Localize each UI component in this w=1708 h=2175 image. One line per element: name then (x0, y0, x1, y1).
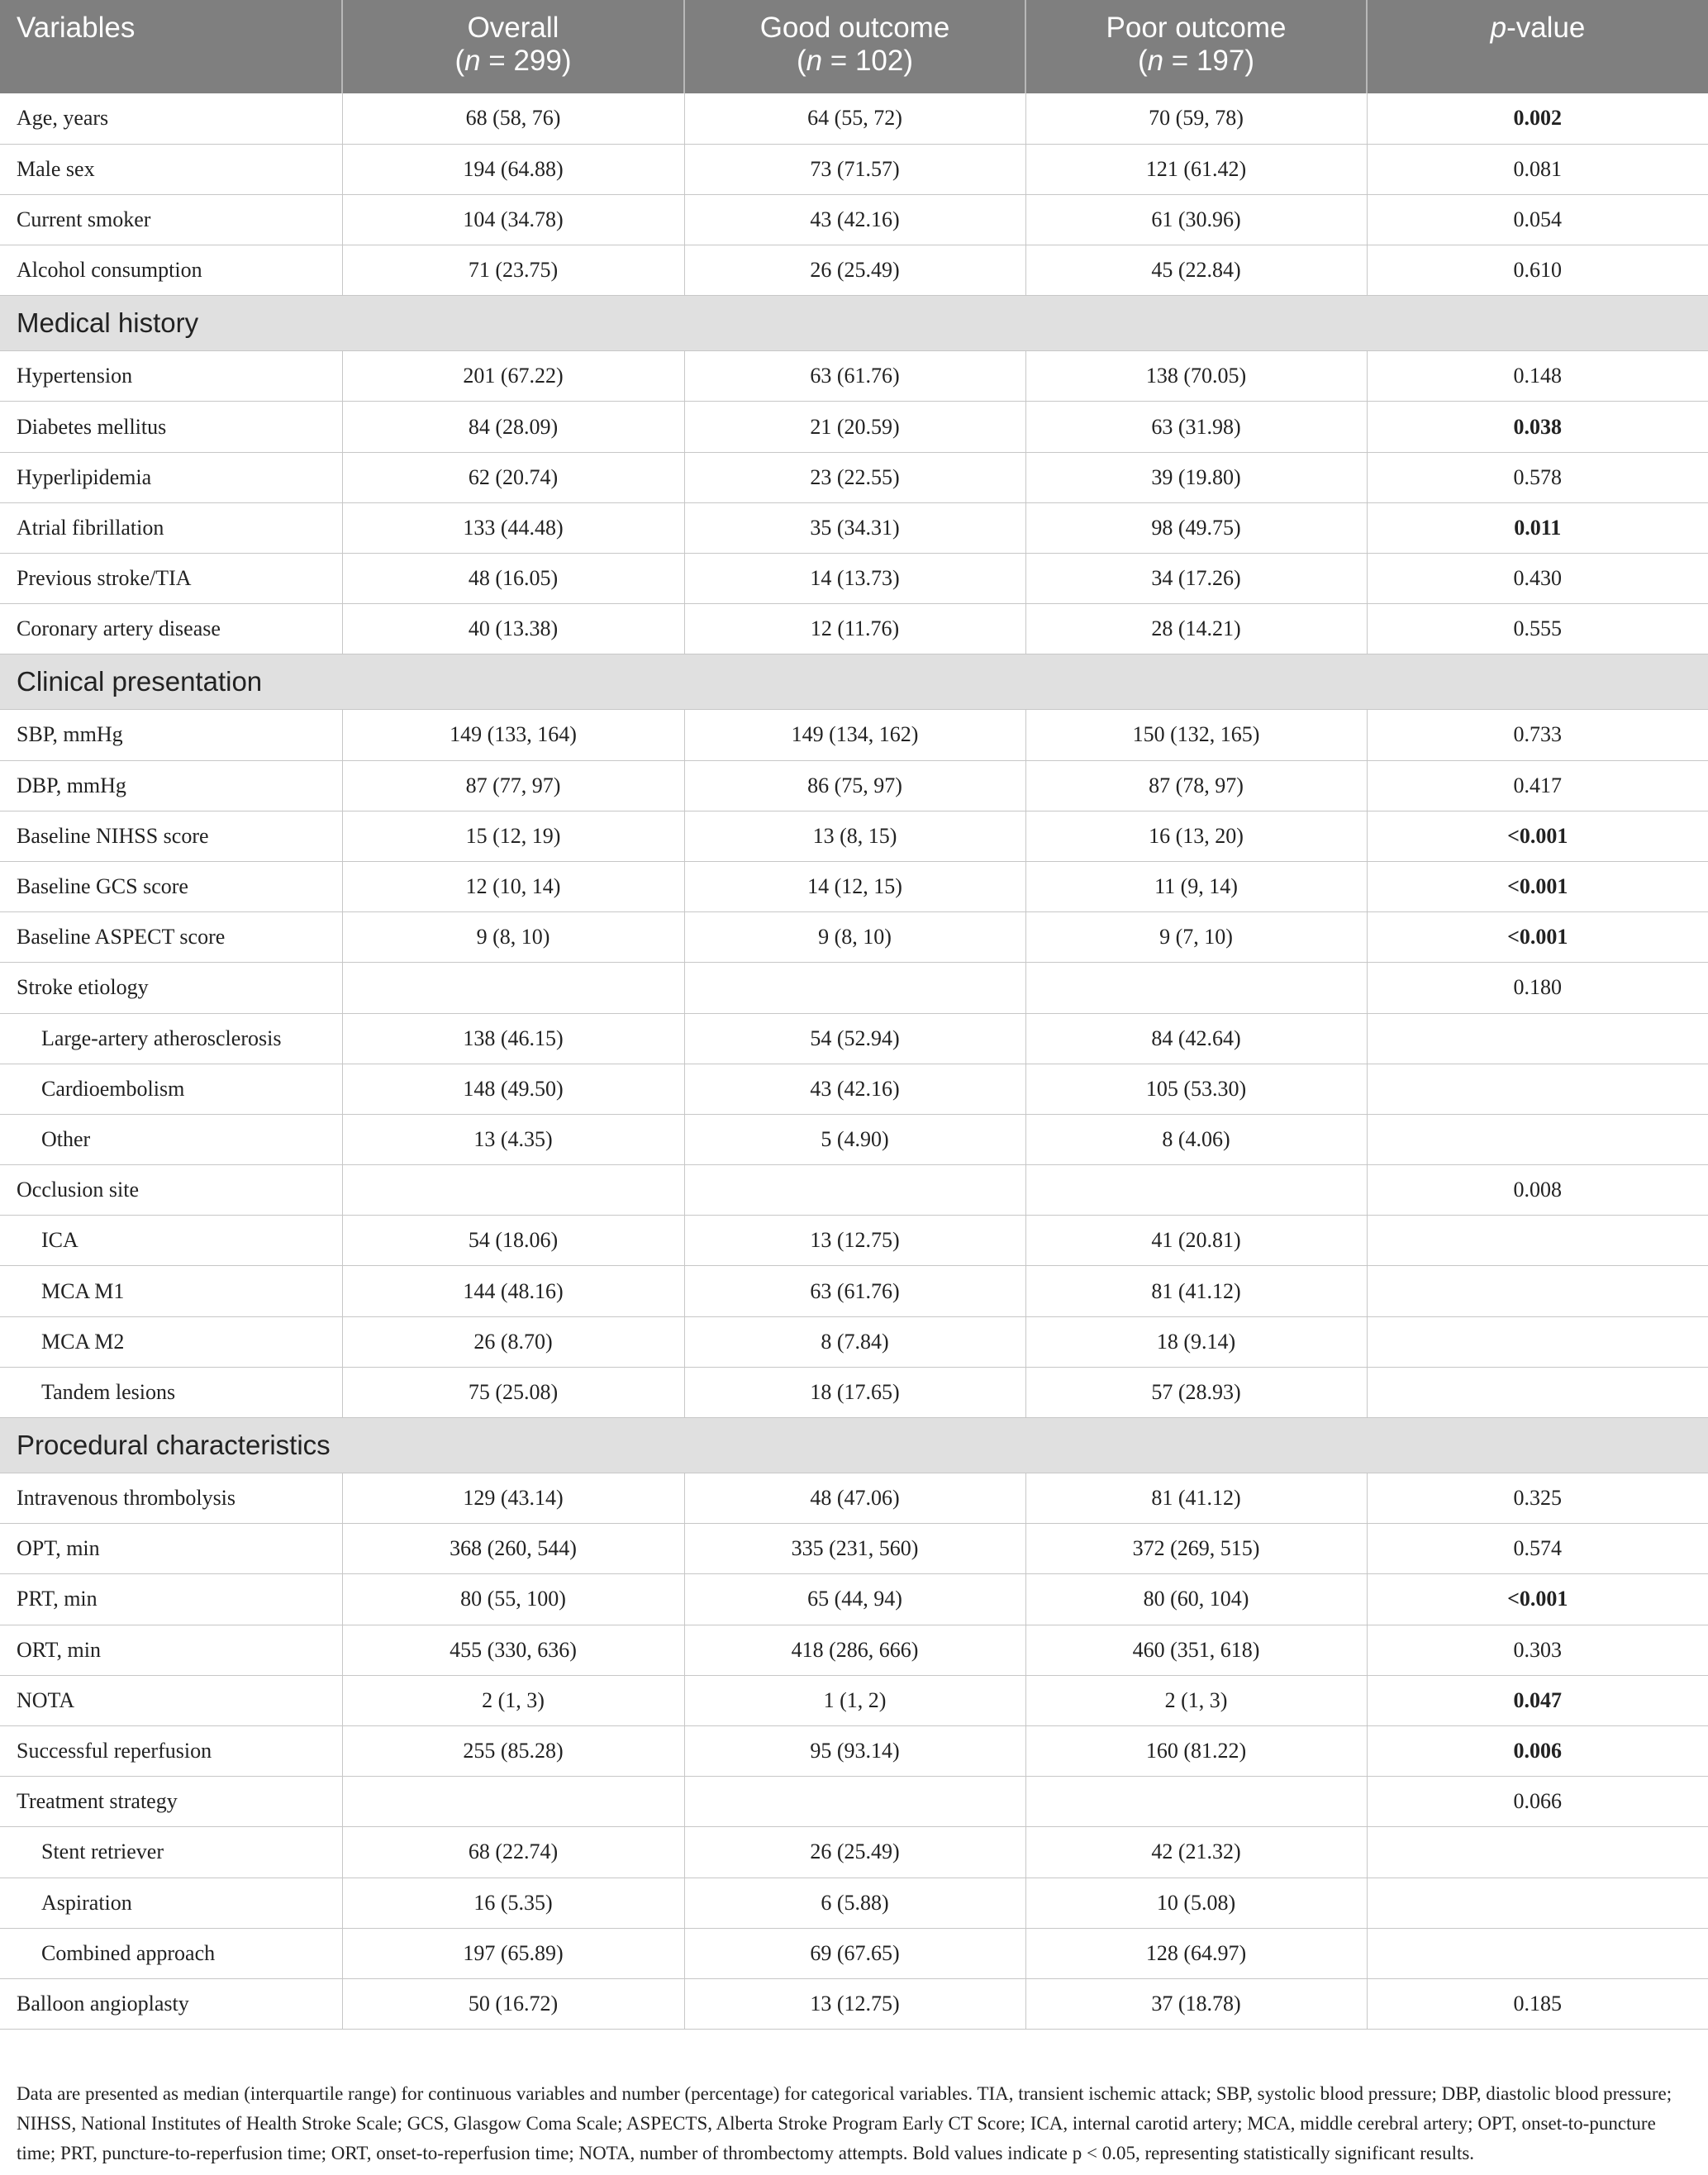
cell-p-value: 0.148 (1367, 351, 1708, 402)
cell-overall: 68 (58, 76) (342, 93, 684, 144)
cell-variable: Treatment strategy (0, 1777, 342, 1827)
cell-p-value: 0.054 (1367, 194, 1708, 245)
cell-variable: DBP, mmHg (0, 760, 342, 811)
cell-poor-outcome: 87 (78, 97) (1025, 760, 1367, 811)
cell-overall: 84 (28.09) (342, 402, 684, 452)
cell-p-value: <0.001 (1367, 1574, 1708, 1625)
cell-p-value (1367, 1316, 1708, 1367)
cell-overall: 144 (48.16) (342, 1266, 684, 1316)
table-row (0, 502, 1708, 553)
section-header-row (0, 1418, 1708, 1473)
table-row (0, 1574, 1708, 1625)
cell-good-outcome: 8 (7.84) (684, 1316, 1025, 1367)
cell-overall: 26 (8.70) (342, 1316, 684, 1367)
cell-p-value: 0.002 (1367, 93, 1708, 144)
cell-p-value: 0.081 (1367, 144, 1708, 194)
cell-overall: 80 (55, 100) (342, 1574, 684, 1625)
cell-overall: 54 (18.06) (342, 1216, 684, 1266)
table-row (0, 963, 1708, 1013)
cell-variable: OPT, min (0, 1524, 342, 1574)
cell-poor-outcome: 61 (30.96) (1025, 194, 1367, 245)
cell-variable: Tandem lesions (0, 1367, 342, 1417)
cell-good-outcome: 64 (55, 72) (684, 93, 1025, 144)
table-row (0, 1165, 1708, 1216)
cell-p-value: 0.610 (1367, 245, 1708, 296)
cell-poor-outcome: 34 (17.26) (1025, 554, 1367, 604)
cell-good-outcome: 21 (20.59) (684, 402, 1025, 452)
cell-variable: Other (0, 1114, 342, 1164)
cell-overall: 149 (133, 164) (342, 710, 684, 760)
table-row (0, 1473, 1708, 1524)
cell-poor-outcome: 105 (53.30) (1025, 1064, 1367, 1114)
cell-p-value: 0.430 (1367, 554, 1708, 604)
cell-good-outcome: 65 (44, 94) (684, 1574, 1025, 1625)
cell-good-outcome: 35 (34.31) (684, 502, 1025, 553)
table-row (0, 1777, 1708, 1827)
table-row (0, 245, 1708, 296)
cell-poor-outcome: 18 (9.14) (1025, 1316, 1367, 1367)
cell-p-value: <0.001 (1367, 861, 1708, 911)
cell-overall: 255 (85.28) (342, 1725, 684, 1776)
cell-variable: Hyperlipidemia (0, 452, 342, 502)
cell-good-outcome: 69 (67.65) (684, 1928, 1025, 1978)
header-variables (0, 0, 342, 93)
cell-variable: MCA M1 (0, 1266, 342, 1316)
cell-p-value: 0.574 (1367, 1524, 1708, 1574)
table-body (0, 93, 1708, 2030)
cell-overall: 2 (1, 3) (342, 1675, 684, 1725)
cell-good-outcome: 26 (25.49) (684, 1827, 1025, 1878)
cell-p-value (1367, 1064, 1708, 1114)
cell-overall: 12 (10, 14) (342, 861, 684, 911)
table-row (0, 1625, 1708, 1675)
cell-p-value (1367, 1878, 1708, 1928)
cell-poor-outcome: 41 (20.81) (1025, 1216, 1367, 1266)
cell-overall: 68 (22.74) (342, 1827, 684, 1878)
cell-overall: 368 (260, 544) (342, 1524, 684, 1574)
table-row (0, 1928, 1708, 1978)
cell-p-value: 0.011 (1367, 502, 1708, 553)
cell-good-outcome: 23 (22.55) (684, 452, 1025, 502)
cell-overall: 71 (23.75) (342, 245, 684, 296)
cell-good-outcome: 12 (11.76) (684, 604, 1025, 654)
cell-poor-outcome: 11 (9, 14) (1025, 861, 1367, 911)
cell-good-outcome (684, 963, 1025, 1013)
table-row (0, 1316, 1708, 1367)
header-overall (342, 0, 684, 93)
cell-variable: ORT, min (0, 1625, 342, 1675)
cell-overall: 197 (65.89) (342, 1928, 684, 1978)
cell-poor-outcome: 160 (81.22) (1025, 1725, 1367, 1776)
table-row (0, 811, 1708, 861)
header-variables-label: Variables (17, 12, 136, 44)
cell-poor-outcome: 28 (14.21) (1025, 604, 1367, 654)
cell-poor-outcome: 9 (7, 10) (1025, 912, 1367, 963)
cell-poor-outcome: 81 (41.12) (1025, 1473, 1367, 1524)
cell-good-outcome: 335 (231, 560) (684, 1524, 1025, 1574)
table-row (0, 1878, 1708, 1928)
table-row (0, 1216, 1708, 1266)
cell-variable: Atrial fibrillation (0, 502, 342, 553)
section-label: Medical history (0, 296, 1708, 351)
cell-variable: NOTA (0, 1675, 342, 1725)
cell-poor-outcome: 150 (132, 165) (1025, 710, 1367, 760)
cell-poor-outcome: 372 (269, 515) (1025, 1524, 1367, 1574)
cell-good-outcome: 13 (8, 15) (684, 811, 1025, 861)
cell-overall: 9 (8, 10) (342, 912, 684, 963)
cell-variable: Balloon angioplasty (0, 1978, 342, 2029)
cell-variable: Diabetes mellitus (0, 402, 342, 452)
cell-p-value: 0.417 (1367, 760, 1708, 811)
header-poor-outcome (1025, 0, 1367, 93)
table-row (0, 1064, 1708, 1114)
cell-poor-outcome: 8 (4.06) (1025, 1114, 1367, 1164)
cell-poor-outcome: 2 (1, 3) (1025, 1675, 1367, 1725)
table-row (0, 1675, 1708, 1725)
cell-overall: 129 (43.14) (342, 1473, 684, 1524)
table-row (0, 1978, 1708, 2029)
cell-overall: 148 (49.50) (342, 1064, 684, 1114)
cell-good-outcome: 95 (93.14) (684, 1725, 1025, 1776)
cell-overall: 50 (16.72) (342, 1978, 684, 2029)
table-row (0, 1367, 1708, 1417)
cell-overall: 138 (46.15) (342, 1013, 684, 1064)
cell-poor-outcome: 81 (41.12) (1025, 1266, 1367, 1316)
cell-poor-outcome: 460 (351, 618) (1025, 1625, 1367, 1675)
section-header-row (0, 654, 1708, 710)
cell-good-outcome: 43 (42.16) (684, 194, 1025, 245)
section-label: Clinical presentation (0, 654, 1708, 710)
cell-good-outcome: 9 (8, 10) (684, 912, 1025, 963)
cell-overall: 104 (34.78) (342, 194, 684, 245)
cell-poor-outcome (1025, 1777, 1367, 1827)
cell-good-outcome: 63 (61.76) (684, 351, 1025, 402)
cell-poor-outcome: 80 (60, 104) (1025, 1574, 1367, 1625)
cell-variable: Alcohol consumption (0, 245, 342, 296)
table-row (0, 1013, 1708, 1064)
cell-poor-outcome: 84 (42.64) (1025, 1013, 1367, 1064)
cell-poor-outcome: 70 (59, 78) (1025, 93, 1367, 144)
cell-p-value (1367, 1266, 1708, 1316)
cell-overall: 62 (20.74) (342, 452, 684, 502)
table-row (0, 1266, 1708, 1316)
cell-p-value (1367, 1367, 1708, 1417)
cell-good-outcome: 13 (12.75) (684, 1978, 1025, 2029)
cell-p-value (1367, 1114, 1708, 1164)
cell-poor-outcome: 121 (61.42) (1025, 144, 1367, 194)
cell-good-outcome: 63 (61.76) (684, 1266, 1025, 1316)
cell-overall: 15 (12, 19) (342, 811, 684, 861)
cell-variable: Baseline ASPECT score (0, 912, 342, 963)
cell-good-outcome (684, 1777, 1025, 1827)
cell-good-outcome: 26 (25.49) (684, 245, 1025, 296)
cell-good-outcome: 1 (1, 2) (684, 1675, 1025, 1725)
cell-variable: Successful reperfusion (0, 1725, 342, 1776)
cell-good-outcome: 48 (47.06) (684, 1473, 1025, 1524)
cell-overall: 455 (330, 636) (342, 1625, 684, 1675)
cell-good-outcome: 43 (42.16) (684, 1064, 1025, 1114)
cell-variable: Baseline NIHSS score (0, 811, 342, 861)
cell-variable: Age, years (0, 93, 342, 144)
cell-overall: 87 (77, 97) (342, 760, 684, 811)
cell-good-outcome: 73 (71.57) (684, 144, 1025, 194)
header-poor-outcome-n: (n = 197) (1137, 44, 1255, 77)
table-row (0, 861, 1708, 911)
cell-good-outcome: 14 (13.73) (684, 554, 1025, 604)
cell-poor-outcome: 42 (21.32) (1025, 1827, 1367, 1878)
header-good-outcome-n: (n = 102) (796, 44, 914, 77)
cell-poor-outcome: 45 (22.84) (1025, 245, 1367, 296)
cell-p-value: 0.066 (1367, 1777, 1708, 1827)
cell-variable: Large-artery atherosclerosis (0, 1013, 342, 1064)
cell-poor-outcome: 57 (28.93) (1025, 1367, 1367, 1417)
cell-overall: 201 (67.22) (342, 351, 684, 402)
cell-variable: Current smoker (0, 194, 342, 245)
cell-p-value: 0.180 (1367, 963, 1708, 1013)
cell-variable: Hypertension (0, 351, 342, 402)
cell-good-outcome: 86 (75, 97) (684, 760, 1025, 811)
cell-good-outcome: 18 (17.65) (684, 1367, 1025, 1417)
cell-overall: 75 (25.08) (342, 1367, 684, 1417)
table-row (0, 144, 1708, 194)
cell-p-value: 0.325 (1367, 1473, 1708, 1524)
cell-p-value: <0.001 (1367, 912, 1708, 963)
cell-good-outcome: 13 (12.75) (684, 1216, 1025, 1266)
table-footnote: Data are presented as median (interquartile range) for continuous variables and number (percentage) for categorical variables. TIA, transient ischemic attack; SBP, systolic blood pressure; DBP, diastolic blood pressure; NIHSS, National Institutes of Health Stroke Scale; GCS, Glasgow Coma Scale; ASPECTS, Alberta Stroke Program Early CT Score; ICA, internal carotid artery; MCA, middle cerebral artery; OPT, onset-to-puncture time; PRT, puncture-to-reperfusion time; ORT, onset-to-reperfusion time; NOTA, number of thrombectomy attempts. Bold values indicate p < 0.05, representing statistically significant results. (17, 2083, 1672, 2163)
cell-poor-outcome: 16 (13, 20) (1025, 811, 1367, 861)
cell-overall: 40 (13.38) (342, 604, 684, 654)
cell-variable: Combined approach (0, 1928, 342, 1978)
cell-variable: PRT, min (0, 1574, 342, 1625)
cell-good-outcome: 149 (134, 162) (684, 710, 1025, 760)
header-overall-n: (n = 299) (454, 44, 572, 77)
cell-good-outcome: 6 (5.88) (684, 1878, 1025, 1928)
cell-p-value: 0.006 (1367, 1725, 1708, 1776)
table-row (0, 194, 1708, 245)
cell-overall: 194 (64.88) (342, 144, 684, 194)
cell-variable: Baseline GCS score (0, 861, 342, 911)
cell-good-outcome: 14 (12, 15) (684, 861, 1025, 911)
table-row (0, 1524, 1708, 1574)
header-overall-label: Overall (467, 11, 559, 44)
cell-variable: Stent retriever (0, 1827, 342, 1878)
cell-p-value: 0.185 (1367, 1978, 1708, 2029)
cell-p-value: 0.733 (1367, 710, 1708, 760)
cell-good-outcome: 5 (4.90) (684, 1114, 1025, 1164)
header-good-outcome (684, 0, 1025, 93)
cell-variable: Intravenous thrombolysis (0, 1473, 342, 1524)
cell-overall (342, 1165, 684, 1216)
cell-variable: Male sex (0, 144, 342, 194)
cell-overall: 13 (4.35) (342, 1114, 684, 1164)
cell-overall: 48 (16.05) (342, 554, 684, 604)
cell-p-value: 0.555 (1367, 604, 1708, 654)
table-row (0, 554, 1708, 604)
cell-poor-outcome: 39 (19.80) (1025, 452, 1367, 502)
cell-overall (342, 1777, 684, 1827)
cell-good-outcome: 418 (286, 666) (684, 1625, 1025, 1675)
cell-variable: Aspiration (0, 1878, 342, 1928)
table-row (0, 1827, 1708, 1878)
cell-overall: 133 (44.48) (342, 502, 684, 553)
cell-variable: Previous stroke/TIA (0, 554, 342, 604)
cell-p-value (1367, 1013, 1708, 1064)
cell-poor-outcome (1025, 963, 1367, 1013)
header-row (0, 0, 1708, 93)
cell-variable: ICA (0, 1216, 342, 1266)
cell-variable: SBP, mmHg (0, 710, 342, 760)
table-row (0, 760, 1708, 811)
table-row (0, 402, 1708, 452)
section-label: Procedural characteristics (0, 1418, 1708, 1473)
cell-poor-outcome: 98 (49.75) (1025, 502, 1367, 553)
header-good-outcome-label: Good outcome (759, 11, 950, 44)
cell-p-value: 0.303 (1367, 1625, 1708, 1675)
cell-poor-outcome: 138 (70.05) (1025, 351, 1367, 402)
table-row (0, 912, 1708, 963)
cell-poor-outcome: 128 (64.97) (1025, 1928, 1367, 1978)
cell-good-outcome (684, 1165, 1025, 1216)
section-header-row (0, 296, 1708, 351)
cell-variable: MCA M2 (0, 1316, 342, 1367)
cell-poor-outcome (1025, 1165, 1367, 1216)
header-poor-outcome-label: Poor outcome (1106, 11, 1287, 44)
cell-good-outcome: 54 (52.94) (684, 1013, 1025, 1064)
table-row (0, 452, 1708, 502)
cell-overall (342, 963, 684, 1013)
header-p-value: p-value (1490, 12, 1586, 44)
table-row (0, 710, 1708, 760)
cell-p-value: 0.008 (1367, 1165, 1708, 1216)
table-row (0, 93, 1708, 144)
cell-poor-outcome: 63 (31.98) (1025, 402, 1367, 452)
cell-overall: 16 (5.35) (342, 1878, 684, 1928)
cell-p-value: 0.038 (1367, 402, 1708, 452)
cell-variable: Occlusion site (0, 1165, 342, 1216)
cell-poor-outcome: 37 (18.78) (1025, 1978, 1367, 2029)
cell-p-value (1367, 1827, 1708, 1878)
cell-poor-outcome: 10 (5.08) (1025, 1878, 1367, 1928)
cell-p-value (1367, 1928, 1708, 1978)
cell-p-value: <0.001 (1367, 811, 1708, 861)
cell-p-value: 0.578 (1367, 452, 1708, 502)
cell-p-value: 0.047 (1367, 1675, 1708, 1725)
cell-variable: Cardioembolism (0, 1064, 342, 1114)
table-row (0, 1725, 1708, 1776)
cell-variable: Coronary artery disease (0, 604, 342, 654)
table-row (0, 604, 1708, 654)
cell-p-value (1367, 1216, 1708, 1266)
table-row (0, 1114, 1708, 1164)
cell-variable: Stroke etiology (0, 963, 342, 1013)
table-row (0, 351, 1708, 402)
